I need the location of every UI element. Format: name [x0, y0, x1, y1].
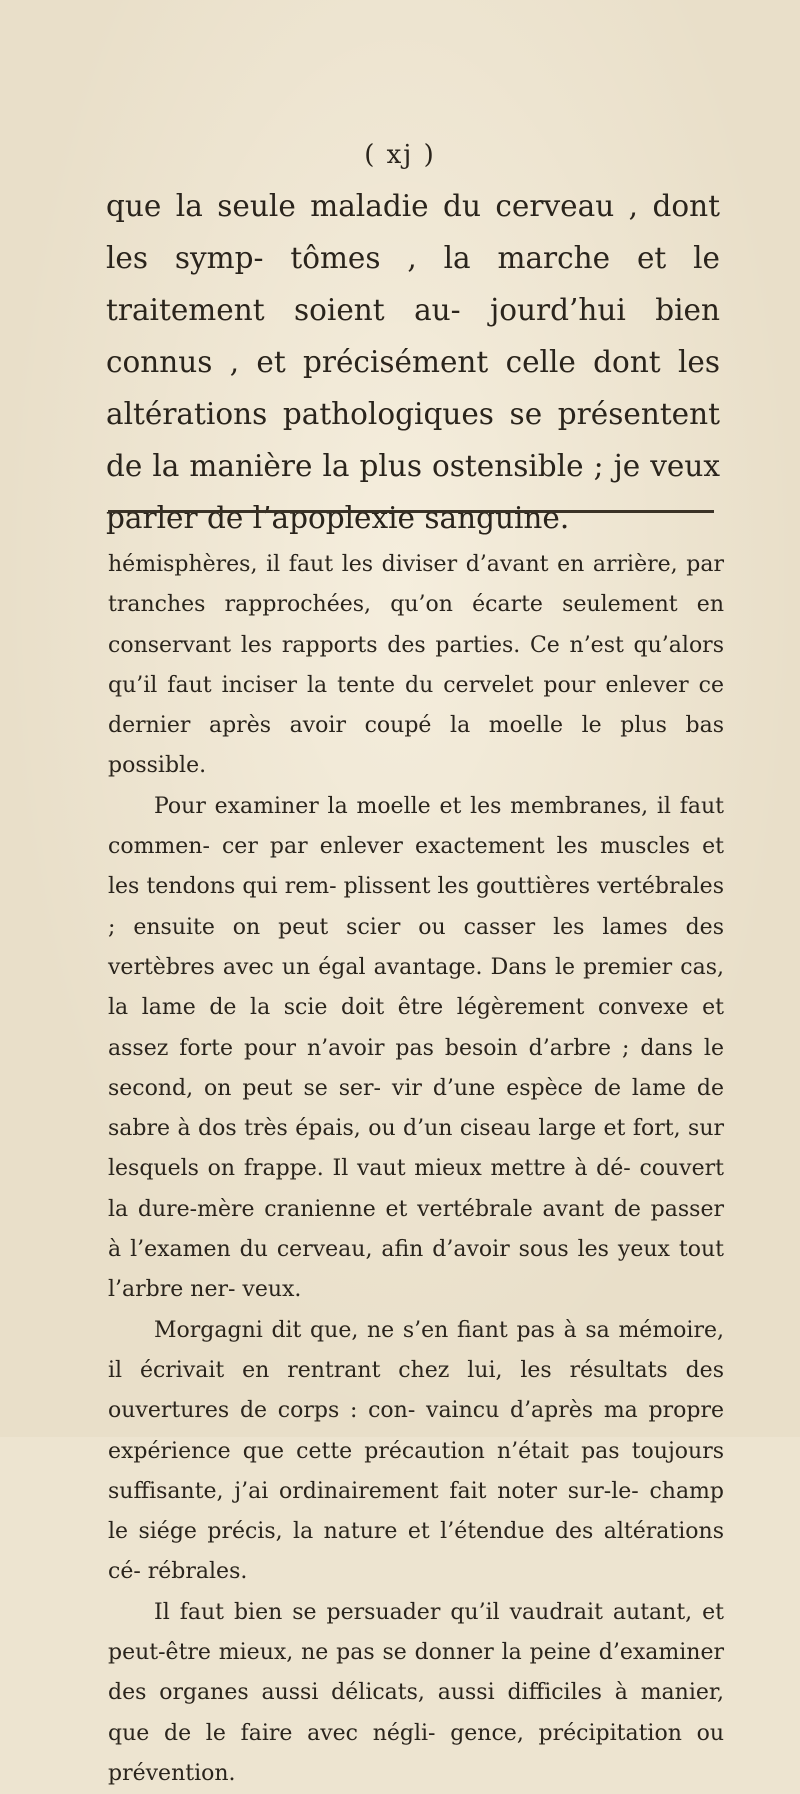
footnote-paragraph: hémisphères, il faut les diviser d’avant en arrière, par tranches rapprochées, qu’on écarte seulement en conservant les rapports des parties. Ce n’est qu’alors qu’il faut inciser la tente du cervelet pour enlever ce dernier après avoir coupé la moelle le plus bas possible.: [108, 552, 724, 779]
footnote-block: [108, 545, 724, 1794]
footnote-paragraph: Morgagni dit que, ne s’en fiant pas à sa mémoire, il écrivait en rentrant chez lui, les résultats des ouvertures de corps : con- vaincu d’après ma propre expérience que cette précaution n’était pas toujours suffisante, j’ai ordinairement fait noter sur-le- champ le siége précis, la nature et l’étendue des altérations cé- rébrales.: [108, 1317, 724, 1585]
main-paragraph: que la seule maladie du cerveau , dont les symp- tômes , la marche et le traitement soient au- jourd’hui bien connus , et précisément celle dont les altérations pathologiques se présentent de la manière la plus ostensible ; je veux parler de l’apoplexie sanguine.: [106, 189, 720, 535]
page-number: ( xj ): [364, 140, 436, 170]
footnote-divider: [108, 510, 714, 513]
footnote-paragraph: Pour examiner la moelle et les membranes, il faut commen- cer par enlever exactement les muscles et les tendons qui rem- plissent les gouttières vertébrales ; ensuite on peut scier ou casser les lames des vertèbres avec un égal avantage. Dans le premier cas, la lame de la scie doit être légèrement convexe et assez forte pour n’avoir pas besoin d’arbre ; dans le second, on peut se ser- vir d’une espèce de lame de sabre à dos très épais, ou d’un ciseau large et fort, sur lesquels on frappe. Il vaut mieux mettre à dé- couvert la dure-mère cranienne et vertébrale avant de passer à l’examen du cerveau, afin d’avoir sous les yeux tout l’arbre ner- veux.: [108, 793, 724, 1303]
footnote-paragraph: Il faut bien se persuader qu’il vaudrait autant, et peut-être mieux, ne pas se donner la peine d’examiner des organes aussi délicats, aussi difficiles à manier, que de le faire avec négli- gence, précipitation ou prévention.: [108, 1599, 724, 1786]
